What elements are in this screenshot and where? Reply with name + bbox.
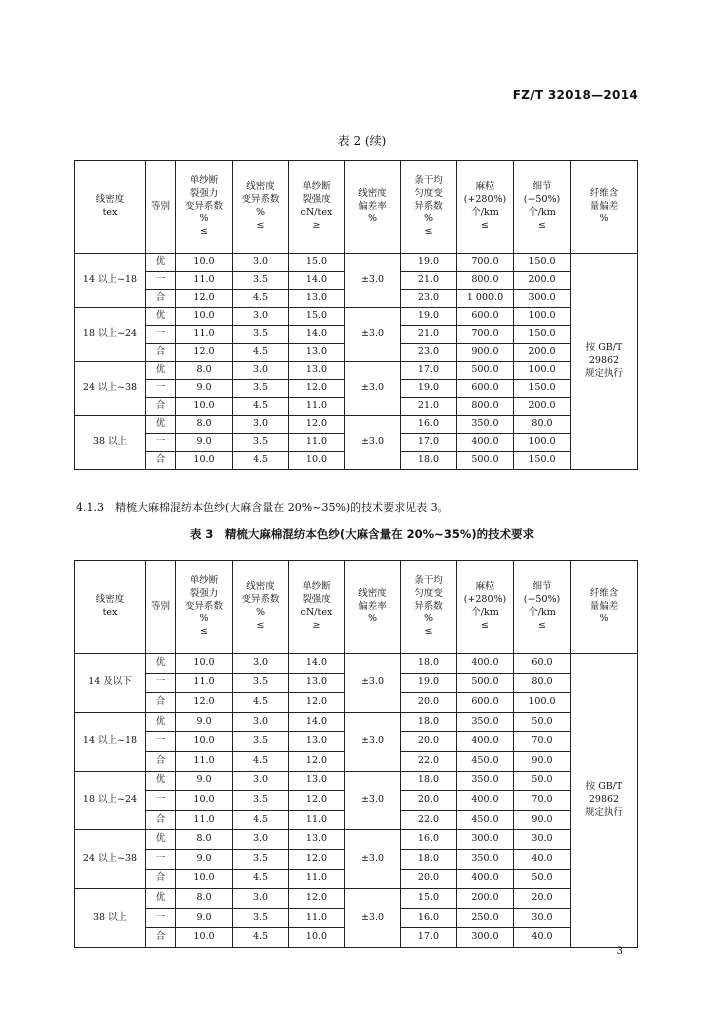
value-cell: 23.0: [401, 290, 457, 308]
value-cell: 8.0: [176, 416, 233, 434]
value-cell: 4.5: [233, 398, 289, 416]
value-cell: 12.0: [289, 849, 345, 869]
value-cell: 14.0: [289, 654, 345, 674]
value-cell: 21.0: [401, 272, 457, 290]
column-header: 线密度 tex: [75, 161, 146, 254]
value-cell: 3.5: [233, 732, 289, 752]
grade-cell: 优: [146, 889, 176, 909]
value-cell: 350.0: [457, 712, 514, 732]
density-range-cell: 24 以上~38: [75, 830, 146, 889]
value-cell: 3.0: [233, 889, 289, 909]
value-cell: 300.0: [514, 290, 571, 308]
grade-cell: 合: [146, 290, 176, 308]
column-header: 线密度 变异系数 % ≤: [233, 561, 289, 654]
grade-cell: 一: [146, 849, 176, 869]
clause-4-1-3: 4.1.3 精梳大麻棉混纺本色纱(大麻含量在 20%~35%)的技术要求见表 3。: [76, 501, 449, 514]
value-cell: 3.5: [233, 326, 289, 344]
value-cell: 19.0: [401, 308, 457, 326]
value-cell: 800.0: [457, 398, 514, 416]
value-cell: 10.0: [176, 254, 233, 272]
value-cell: 8.0: [176, 830, 233, 850]
value-cell: 150.0: [514, 380, 571, 398]
value-cell: 18.0: [401, 712, 457, 732]
grade-cell: 合: [146, 869, 176, 889]
column-header: 纤维含 量偏差 %: [571, 161, 638, 254]
value-cell: 10.0: [176, 398, 233, 416]
deviation-cell: ±3.0: [345, 889, 401, 948]
grade-cell: 合: [146, 810, 176, 830]
value-cell: 4.5: [233, 693, 289, 713]
value-cell: 14.0: [289, 712, 345, 732]
density-range-cell: 14 以上~18: [75, 254, 146, 308]
value-cell: 14.0: [289, 326, 345, 344]
value-cell: 9.0: [176, 908, 233, 928]
value-cell: 800.0: [457, 272, 514, 290]
value-cell: 9.0: [176, 712, 233, 732]
grade-cell: 一: [146, 434, 176, 452]
table2: [74, 160, 638, 470]
column-header: 线密度 偏差率 %: [345, 561, 401, 654]
value-cell: 13.0: [289, 732, 345, 752]
value-cell: 20.0: [401, 732, 457, 752]
value-cell: 150.0: [514, 326, 571, 344]
table-row: [75, 889, 638, 909]
grade-cell: 优: [146, 416, 176, 434]
value-cell: 400.0: [457, 654, 514, 674]
value-cell: 90.0: [514, 810, 571, 830]
value-cell: 500.0: [457, 362, 514, 380]
grade-cell: 一: [146, 673, 176, 693]
value-cell: 300.0: [457, 830, 514, 850]
table-row: [75, 654, 638, 674]
value-cell: 9.0: [176, 771, 233, 791]
value-cell: 15.0: [401, 889, 457, 909]
value-cell: 350.0: [457, 849, 514, 869]
deviation-cell: ±3.0: [345, 308, 401, 362]
fiber-note-cell: 按 GB/T 29862 规定执行: [571, 254, 638, 470]
value-cell: 23.0: [401, 344, 457, 362]
value-cell: 40.0: [514, 928, 571, 948]
value-cell: 3.5: [233, 380, 289, 398]
grade-cell: 优: [146, 654, 176, 674]
value-cell: 12.0: [289, 380, 345, 398]
value-cell: 100.0: [514, 693, 571, 713]
value-cell: 12.0: [289, 416, 345, 434]
column-header: 条干均 匀度变 异系数 % ≤: [401, 561, 457, 654]
value-cell: 3.0: [233, 830, 289, 850]
value-cell: 22.0: [401, 810, 457, 830]
value-cell: 9.0: [176, 434, 233, 452]
value-cell: 3.0: [233, 654, 289, 674]
value-cell: 400.0: [457, 434, 514, 452]
value-cell: 70.0: [514, 791, 571, 811]
grade-cell: 一: [146, 791, 176, 811]
value-cell: 20.0: [401, 693, 457, 713]
value-cell: 15.0: [289, 308, 345, 326]
column-header: 麻粒 (+280%) 个/km ≤: [457, 161, 514, 254]
value-cell: 3.0: [233, 254, 289, 272]
value-cell: 200.0: [514, 398, 571, 416]
value-cell: 900.0: [457, 344, 514, 362]
value-cell: 10.0: [289, 452, 345, 470]
value-cell: 20.0: [401, 869, 457, 889]
value-cell: 13.0: [289, 290, 345, 308]
table-row: [75, 416, 638, 434]
value-cell: 3.5: [233, 673, 289, 693]
value-cell: 12.0: [289, 791, 345, 811]
value-cell: 3.5: [233, 791, 289, 811]
value-cell: 100.0: [514, 434, 571, 452]
value-cell: 50.0: [514, 869, 571, 889]
value-cell: 16.0: [401, 830, 457, 850]
value-cell: 9.0: [176, 849, 233, 869]
deviation-cell: ±3.0: [345, 771, 401, 830]
value-cell: 13.0: [289, 344, 345, 362]
value-cell: 11.0: [289, 434, 345, 452]
standard-code: FZ/T 32018—2014: [512, 88, 638, 102]
value-cell: 30.0: [514, 830, 571, 850]
column-header: 细节 (−50%) 个/km ≤: [514, 561, 571, 654]
value-cell: 3.5: [233, 434, 289, 452]
deviation-cell: ±3.0: [345, 416, 401, 470]
value-cell: 10.0: [176, 928, 233, 948]
value-cell: 3.5: [233, 272, 289, 290]
value-cell: 11.0: [176, 751, 233, 771]
value-cell: 300.0: [457, 928, 514, 948]
grade-cell: 优: [146, 254, 176, 272]
column-header: 等别: [146, 561, 176, 654]
value-cell: 10.0: [176, 308, 233, 326]
value-cell: 80.0: [514, 416, 571, 434]
value-cell: 600.0: [457, 308, 514, 326]
value-cell: 11.0: [289, 869, 345, 889]
value-cell: 21.0: [401, 326, 457, 344]
grade-cell: 一: [146, 326, 176, 344]
value-cell: 12.0: [289, 693, 345, 713]
column-header: 单纱断 裂强力 变异系数 % ≤: [176, 561, 233, 654]
value-cell: 13.0: [289, 771, 345, 791]
value-cell: 60.0: [514, 654, 571, 674]
fiber-note-cell: 按 GB/T 29862 规定执行: [571, 654, 638, 948]
table-row: [75, 308, 638, 326]
value-cell: 4.5: [233, 452, 289, 470]
column-header: 单纱断 裂强力 变异系数 % ≤: [176, 161, 233, 254]
grade-cell: 合: [146, 928, 176, 948]
value-cell: 4.5: [233, 751, 289, 771]
density-range-cell: 14 及以下: [75, 654, 146, 713]
value-cell: 4.5: [233, 928, 289, 948]
value-cell: 10.0: [176, 869, 233, 889]
value-cell: 90.0: [514, 751, 571, 771]
grade-cell: 优: [146, 712, 176, 732]
value-cell: 400.0: [457, 791, 514, 811]
column-header: 单纱断 裂强度 cN/tex ≥: [289, 161, 345, 254]
value-cell: 200.0: [514, 272, 571, 290]
value-cell: 3.0: [233, 308, 289, 326]
value-cell: 16.0: [401, 908, 457, 928]
value-cell: 13.0: [289, 830, 345, 850]
deviation-cell: ±3.0: [345, 362, 401, 416]
value-cell: 40.0: [514, 849, 571, 869]
value-cell: 11.0: [176, 272, 233, 290]
value-cell: 15.0: [289, 254, 345, 272]
value-cell: 3.5: [233, 849, 289, 869]
value-cell: 19.0: [401, 254, 457, 272]
value-cell: 19.0: [401, 673, 457, 693]
density-range-cell: 38 以上: [75, 889, 146, 948]
value-cell: 100.0: [514, 308, 571, 326]
grade-cell: 优: [146, 771, 176, 791]
grade-cell: 一: [146, 380, 176, 398]
column-header: 线密度 变异系数 % ≤: [233, 161, 289, 254]
value-cell: 3.0: [233, 362, 289, 380]
value-cell: 350.0: [457, 416, 514, 434]
value-cell: 12.0: [176, 290, 233, 308]
column-header: 纤维含 量偏差 %: [571, 561, 638, 654]
density-range-cell: 38 以上: [75, 416, 146, 470]
table-row: [75, 362, 638, 380]
value-cell: 10.0: [176, 791, 233, 811]
table3: [74, 560, 638, 948]
column-header: 线密度 tex: [75, 561, 146, 654]
density-range-cell: 24 以上~38: [75, 362, 146, 416]
value-cell: 17.0: [401, 434, 457, 452]
value-cell: 21.0: [401, 398, 457, 416]
value-cell: 20.0: [514, 889, 571, 909]
value-cell: 10.0: [176, 654, 233, 674]
value-cell: 17.0: [401, 362, 457, 380]
value-cell: 250.0: [457, 908, 514, 928]
value-cell: 18.0: [401, 771, 457, 791]
table-row: [75, 771, 638, 791]
density-range-cell: 18 以上~24: [75, 308, 146, 362]
value-cell: 70.0: [514, 732, 571, 752]
table2-caption: 表 2 (续): [337, 134, 387, 148]
value-cell: 100.0: [514, 362, 571, 380]
value-cell: 1 000.0: [457, 290, 514, 308]
value-cell: 500.0: [457, 673, 514, 693]
deviation-cell: ±3.0: [345, 712, 401, 771]
value-cell: 11.0: [289, 398, 345, 416]
value-cell: 3.0: [233, 771, 289, 791]
table3-caption: 表 3 精梳大麻棉混纺本色纱(大麻含量在 20%~35%)的技术要求: [189, 527, 535, 541]
value-cell: 8.0: [176, 889, 233, 909]
value-cell: 22.0: [401, 751, 457, 771]
value-cell: 500.0: [457, 452, 514, 470]
value-cell: 50.0: [514, 771, 571, 791]
value-cell: 14.0: [289, 272, 345, 290]
grade-cell: 一: [146, 272, 176, 290]
value-cell: 11.0: [176, 810, 233, 830]
deviation-cell: ±3.0: [345, 830, 401, 889]
value-cell: 10.0: [289, 928, 345, 948]
table-row: [75, 830, 638, 850]
value-cell: 700.0: [457, 326, 514, 344]
column-header: 麻粒 (+280%) 个/km ≤: [457, 561, 514, 654]
value-cell: 18.0: [401, 654, 457, 674]
value-cell: 10.0: [176, 452, 233, 470]
value-cell: 600.0: [457, 380, 514, 398]
value-cell: 12.0: [289, 889, 345, 909]
value-cell: 450.0: [457, 751, 514, 771]
value-cell: 17.0: [401, 928, 457, 948]
grade-cell: 合: [146, 452, 176, 470]
value-cell: 11.0: [176, 326, 233, 344]
value-cell: 20.0: [401, 791, 457, 811]
grade-cell: 合: [146, 398, 176, 416]
deviation-cell: ±3.0: [345, 254, 401, 308]
value-cell: 12.0: [289, 751, 345, 771]
value-cell: 12.0: [176, 693, 233, 713]
value-cell: 3.0: [233, 416, 289, 434]
value-cell: 450.0: [457, 810, 514, 830]
grade-cell: 优: [146, 830, 176, 850]
column-header: 线密度 偏差率 %: [345, 161, 401, 254]
value-cell: 11.0: [289, 908, 345, 928]
value-cell: 13.0: [289, 362, 345, 380]
value-cell: 3.0: [233, 712, 289, 732]
value-cell: 13.0: [289, 673, 345, 693]
grade-cell: 优: [146, 308, 176, 326]
value-cell: 3.5: [233, 908, 289, 928]
table-row: [75, 254, 638, 272]
grade-cell: 合: [146, 751, 176, 771]
value-cell: 200.0: [514, 344, 571, 362]
value-cell: 600.0: [457, 693, 514, 713]
page-number: 3: [616, 946, 623, 957]
value-cell: 4.5: [233, 344, 289, 362]
column-header: 单纱断 裂强度 cN/tex ≥: [289, 561, 345, 654]
density-range-cell: 14 以上~18: [75, 712, 146, 771]
grade-cell: 合: [146, 344, 176, 362]
density-range-cell: 18 以上~24: [75, 771, 146, 830]
value-cell: 700.0: [457, 254, 514, 272]
value-cell: 50.0: [514, 712, 571, 732]
grade-cell: 优: [146, 362, 176, 380]
column-header: 等别: [146, 161, 176, 254]
column-header: 条干均 匀度变 异系数 % ≤: [401, 161, 457, 254]
value-cell: 11.0: [289, 810, 345, 830]
value-cell: 4.5: [233, 869, 289, 889]
value-cell: 30.0: [514, 908, 571, 928]
value-cell: 400.0: [457, 732, 514, 752]
value-cell: 19.0: [401, 380, 457, 398]
value-cell: 12.0: [176, 344, 233, 362]
grade-cell: 一: [146, 908, 176, 928]
grade-cell: 一: [146, 732, 176, 752]
value-cell: 150.0: [514, 452, 571, 470]
value-cell: 150.0: [514, 254, 571, 272]
value-cell: 4.5: [233, 810, 289, 830]
table-row: [75, 712, 638, 732]
grade-cell: 合: [146, 693, 176, 713]
value-cell: 8.0: [176, 362, 233, 380]
column-header: 细节 (−50%) 个/km ≤: [514, 161, 571, 254]
value-cell: 200.0: [457, 889, 514, 909]
value-cell: 11.0: [176, 673, 233, 693]
deviation-cell: ±3.0: [345, 654, 401, 713]
value-cell: 18.0: [401, 849, 457, 869]
value-cell: 16.0: [401, 416, 457, 434]
value-cell: 18.0: [401, 452, 457, 470]
value-cell: 80.0: [514, 673, 571, 693]
value-cell: 350.0: [457, 771, 514, 791]
value-cell: 4.5: [233, 290, 289, 308]
value-cell: 10.0: [176, 732, 233, 752]
value-cell: 9.0: [176, 380, 233, 398]
value-cell: 400.0: [457, 869, 514, 889]
